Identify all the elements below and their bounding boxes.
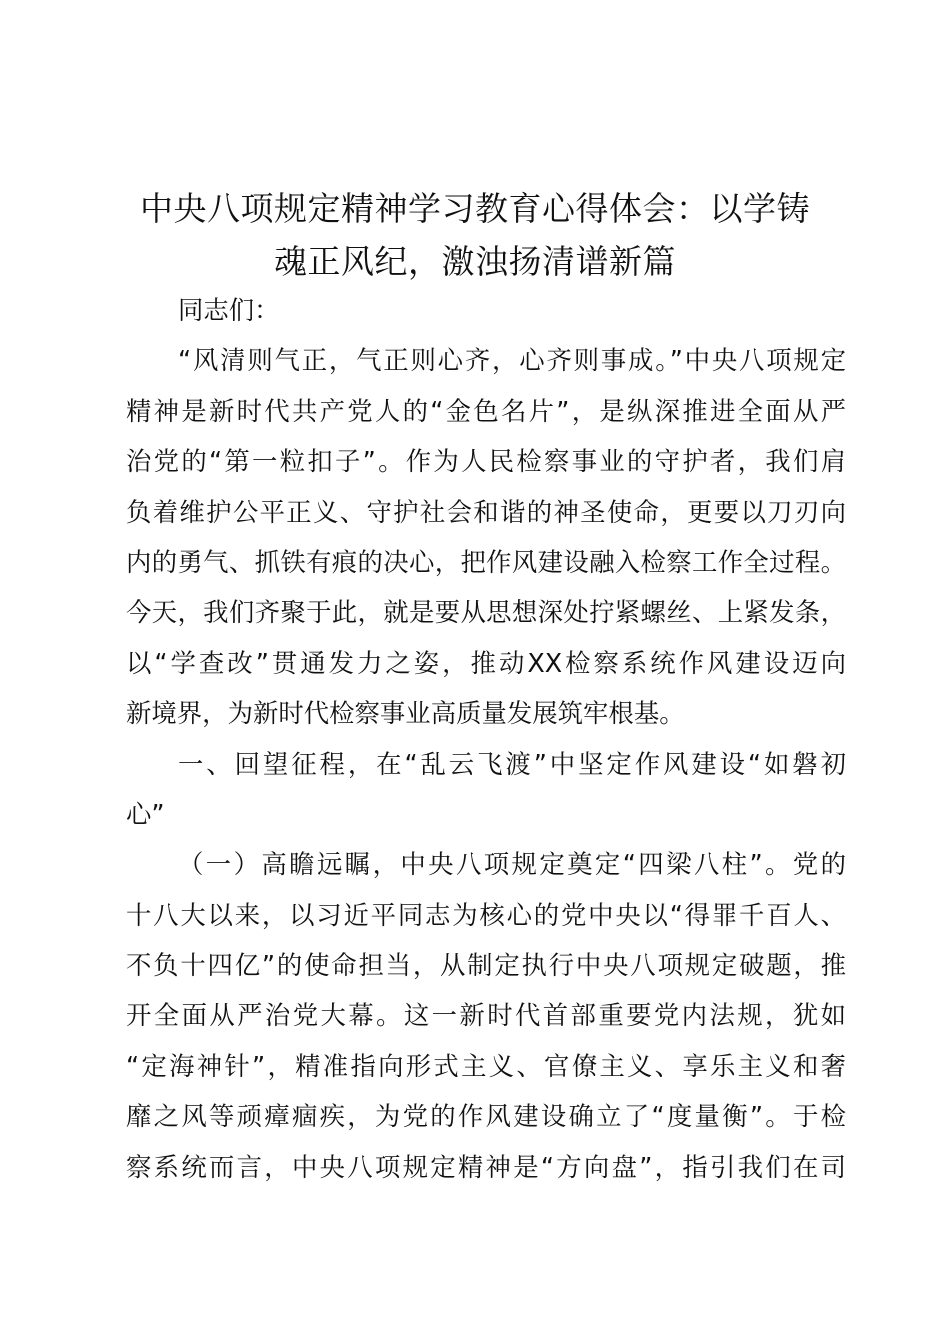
paragraph-line: 内的勇气、抓铁有痕的决心，把作风建设融入检察工作全过程。 <box>126 546 846 577</box>
paragraph-line: “定海神针”，精准指向形式主义、官僚主义、享乐主义和奢 <box>126 1050 846 1081</box>
paragraph-line: 开全面从严治党大幕。这一新时代首部重要党内法规，犹如 <box>126 1000 846 1031</box>
document-title <box>100 182 850 288</box>
title-line: 魂正风纪，激浊扬清谱新篇 <box>274 242 676 281</box>
paragraph-line: “风清则气正，气正则心齐，心齐则事成。”中央八项规定 <box>178 345 846 376</box>
paragraph-line: 负着维护公平正义、守护社会和谐的神圣使命，更要以刀刃向 <box>126 496 846 527</box>
paragraph-line: 今天，我们齐聚于此，就是要从思想深处拧紧螺丝、上紧发条， <box>126 597 846 628</box>
paragraph-intro <box>126 335 846 738</box>
heading-line: 心” <box>126 798 165 829</box>
greeting <box>126 285 846 335</box>
section-heading-1 <box>126 739 846 840</box>
paragraph-line: 靡之风等顽瘴痼疾，为党的作风建设确立了“度量衡”。于检 <box>126 1101 846 1132</box>
paragraph-line: 不负十四亿”的使命担当，从制定执行中央八项规定破题，推 <box>126 950 846 981</box>
greeting-text: 同志们： <box>178 295 280 325</box>
heading-line: 一、回望征程，在“乱云飞渡”中坚定作风建设“如磐初 <box>178 748 846 779</box>
paragraph-line: （一）高瞻远瞩，中央八项规定奠定“四梁八柱”。党的 <box>178 849 846 880</box>
paragraph-line: 以“学查改”贯通发力之姿，推动XX检察系统作风建设迈向 <box>126 647 846 678</box>
paragraph-line: 十八大以来，以习近平同志为核心的党中央以“得罪千百人、 <box>126 899 846 930</box>
paragraph-line: 治党的“第一粒扣子”。作为人民检察事业的守护者，我们肩 <box>126 446 846 477</box>
paragraph-subsection-1 <box>126 839 846 1192</box>
title-line: 中央八项规定精神学习教育心得体会：以学铸 <box>140 189 810 228</box>
paragraph-line: 新境界，为新时代检察事业高质量发展筑牢根基。 <box>126 698 685 729</box>
paragraph-line: 精神是新时代共产党人的“金色名片”，是纵深推进全面从严 <box>126 395 846 426</box>
paragraph-line: 察系统而言，中央八项规定精神是“方向盘”，指引我们在司 <box>126 1151 846 1182</box>
document-body <box>126 285 846 1192</box>
